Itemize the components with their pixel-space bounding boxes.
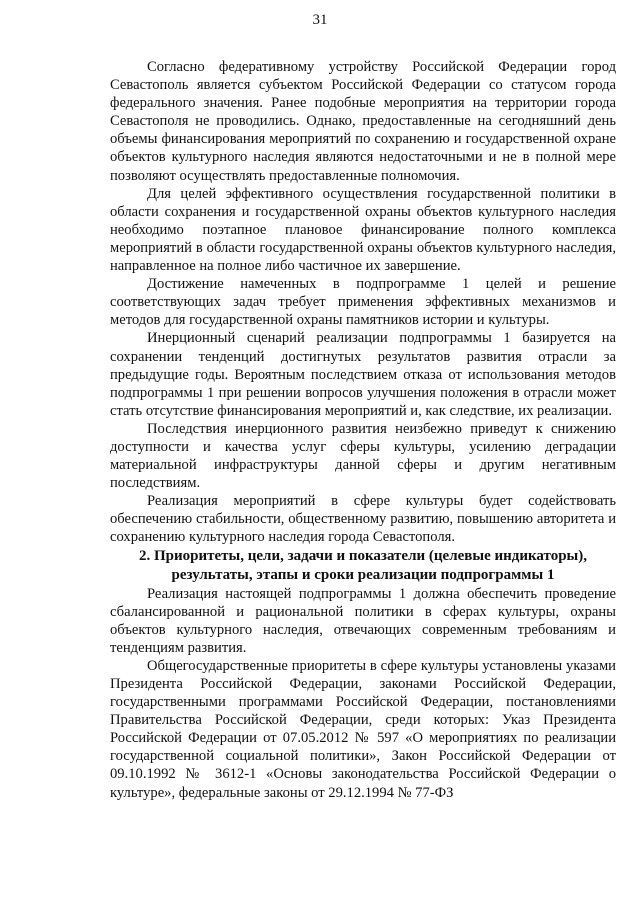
paragraph: Для целей эффективного осуществления государственной политики в области сохранения и государственной охраны объектов культурного наследия необходимо поэтапное плановое финансирование полного комплекса мероприятий в области государственной охраны объектов культурного наследия, направленное на полное либо частичное их завершение. <box>110 185 616 275</box>
paragraph: Общегосударственные приоритеты в сфере культуры установлены указами Президента Российской Федерации, законами Российской Федерации, государственными программами Российской Федерации, постановлениями Правительства Российской Федерации, среди которых: Указ Президента Российской Федерации от 07.05.2012 № 597 «О мероприятиях по реализации государственной социальной политики», Закон Российской Федерации от 09.10.1992 № 3612-1 «Основы законодательства Российской Федерации о культуре», федеральные законы от 29.12.1994 № 77-ФЗ <box>110 657 616 801</box>
paragraph: Реализация настоящей подпрограммы 1 должна обеспечить проведение сбалансированной и рациональной политики в сферах культуры, охраны объектов культурного наследия, отвечающих современным требованиям и тенденциям развития. <box>110 585 616 656</box>
paragraph: Согласно федеративному устройству Российской Федерации город Севастополь является субъектом Российской Федерации со статусом города федерального значения. Ранее подобные мероприятия на территории города Севастополя не проводились. Однако, предоставленные на сегодняшний день объемы финансирования мероприятий по сохранению и государственной охране объектов культурного наследия являются недостаточными и не в полной мере позволяют осуществлять предоставленные полномочия. <box>110 59 616 184</box>
page-number: 31 <box>312 12 328 28</box>
section-heading <box>110 547 616 585</box>
paragraph: Реализация мероприятий в сфере культуры будет содействовать обеспечению стабильности, общественному развитию, повышению авторитета и сохранению культурного наследия города Севастополя. <box>110 493 616 546</box>
document-body <box>110 58 616 802</box>
section-heading-line: 2. Приоритеты, цели, задачи и показатели (целевые индикаторы), <box>139 547 587 564</box>
section-heading-line: результаты, этапы и сроки реализации подпрограммы 1 <box>171 566 555 583</box>
paragraph: Инерционный сценарий реализации подпрограммы 1 базируется на сохранении тенденций достигнутых результатов развития отрасли за предыдущие годы. Вероятным последствием отказа от использования методов подпрограммы 1 при решении вопросов улучшения положения в отрасли может стать отсутствие финансирования мероприятий и, как следствие, их реализации. <box>110 330 616 419</box>
paragraph: Последствия инерционного развития неизбежно приведут к снижению доступности и качества услуг сферы культуры, усилению деградации материальной инфраструктуры данной сферы и другим негативным последствиям. <box>110 420 616 492</box>
paragraph: Достижение намеченных в подпрограмме 1 целей и решение соответствующих задач требует применения эффективных механизмов и методов для государственной охраны памятников истории и культуры. <box>110 276 616 329</box>
